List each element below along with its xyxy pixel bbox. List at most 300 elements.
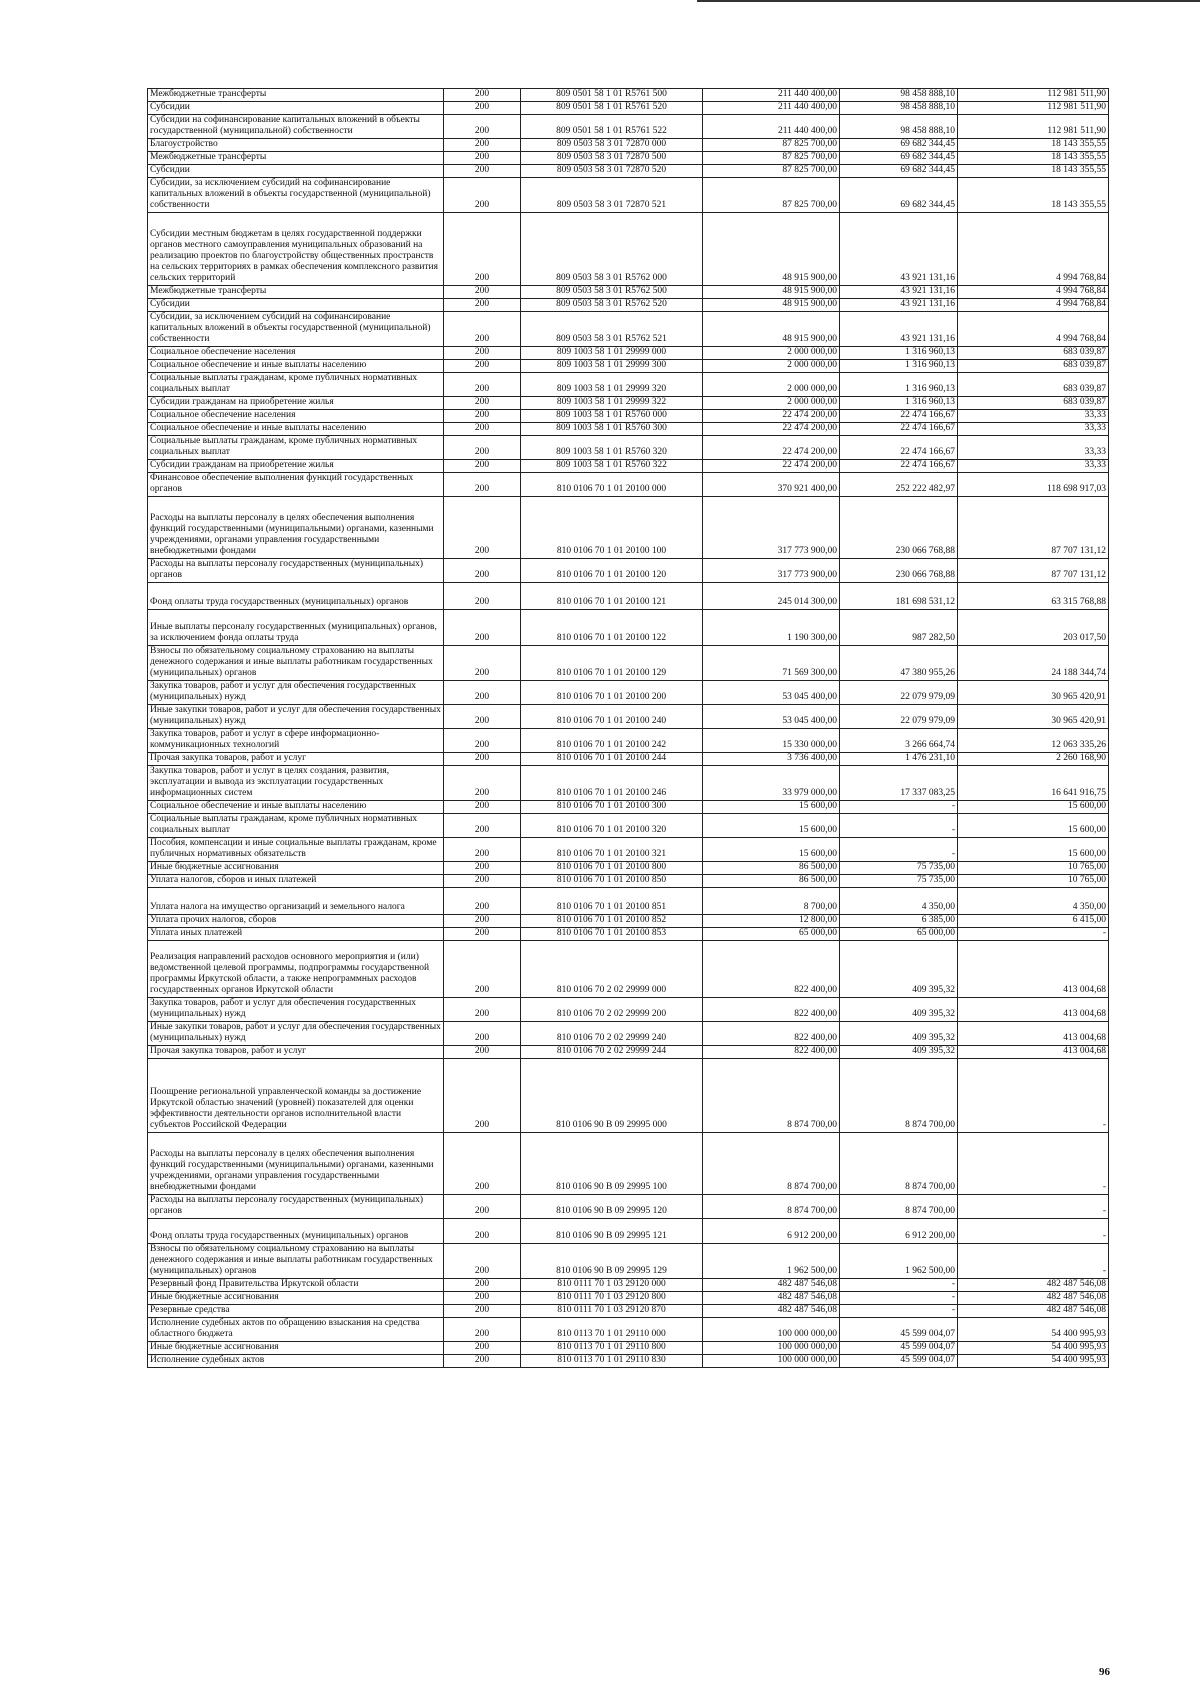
row-unexecuted: 482 487 546,08: [958, 1292, 1109, 1305]
row-executed: -: [840, 801, 958, 814]
row-executed: 181 698 531,12: [840, 583, 958, 610]
table-row: [148, 753, 1109, 766]
table-row: [148, 862, 1109, 875]
table-row: [148, 1342, 1109, 1355]
row-approved: 245 014 300,00: [703, 583, 840, 610]
row-kbk: 810 0113 70 1 01 29110 830: [521, 1355, 703, 1368]
table-row: [148, 875, 1109, 888]
row-executed: 98 458 888,10: [840, 115, 958, 139]
row-approved: 211 440 400,00: [703, 102, 840, 115]
row-approved: 370 921 400,00: [703, 473, 840, 497]
row-unexecuted: 54 400 995,93: [958, 1318, 1109, 1342]
table-row: [148, 1279, 1109, 1292]
row-kbk: 810 0106 70 1 01 20100 800: [521, 862, 703, 875]
row-kbk: 809 0503 58 3 01 72870 000: [521, 139, 703, 152]
table-row: [148, 139, 1109, 152]
row-kbk: 810 0106 70 1 01 20100 129: [521, 646, 703, 681]
table-row: [148, 941, 1109, 998]
row-executed: 45 599 004,07: [840, 1318, 958, 1342]
row-unexecuted: 12 063 335,26: [958, 729, 1109, 753]
row-executed: 98 458 888,10: [840, 102, 958, 115]
row-kbk: 810 0106 70 1 01 20100 100: [521, 497, 703, 559]
row-approved: 211 440 400,00: [703, 89, 840, 102]
row-unexecuted: 112 981 511,90: [958, 102, 1109, 115]
row-kbk: 810 0106 90 В 09 29995 120: [521, 1195, 703, 1219]
row-approved: 87 825 700,00: [703, 139, 840, 152]
page-number: 96: [1099, 1666, 1110, 1678]
row-code: 200: [444, 347, 521, 360]
row-name: Межбюджетные трансферты: [148, 152, 444, 165]
row-unexecuted: 33,33: [958, 410, 1109, 423]
row-unexecuted: 482 487 546,08: [958, 1279, 1109, 1292]
row-code: 200: [444, 646, 521, 681]
row-name: Субсидии гражданам на приобретение жилья: [148, 397, 444, 410]
row-approved: 822 400,00: [703, 1046, 840, 1059]
row-executed: 8 874 700,00: [840, 1195, 958, 1219]
row-executed: 8 874 700,00: [840, 1059, 958, 1133]
row-name: Иные бюджетные ассигнования: [148, 862, 444, 875]
row-executed: 409 395,32: [840, 1022, 958, 1046]
table-row: [148, 838, 1109, 862]
row-unexecuted: 112 981 511,90: [958, 115, 1109, 139]
row-name: Субсидии, за исключением субсидий на софинансирование капитальных вложений в объекты государственной (муниципальной) собственности: [148, 178, 444, 213]
row-approved: 317 773 900,00: [703, 559, 840, 583]
row-approved: 822 400,00: [703, 941, 840, 998]
row-unexecuted: 683 039,87: [958, 360, 1109, 373]
row-executed: -: [840, 838, 958, 862]
row-name: Уплата прочих налогов, сборов: [148, 915, 444, 928]
row-code: 200: [444, 1292, 521, 1305]
row-approved: 482 487 546,08: [703, 1292, 840, 1305]
row-approved: 8 874 700,00: [703, 1195, 840, 1219]
row-kbk: 810 0106 70 1 01 20100 321: [521, 838, 703, 862]
row-name: Субсидии, за исключением субсидий на софинансирование капитальных вложений в объекты государственной (муниципальной) собственности: [148, 312, 444, 347]
row-kbk: 810 0106 70 1 01 20100 122: [521, 610, 703, 646]
row-approved: 822 400,00: [703, 1022, 840, 1046]
row-code: 200: [444, 139, 521, 152]
row-unexecuted: 18 143 355,55: [958, 178, 1109, 213]
row-kbk: 809 1003 58 1 01 R5760 320: [521, 436, 703, 460]
row-unexecuted: 413 004,68: [958, 1046, 1109, 1059]
row-unexecuted: 87 707 131,12: [958, 559, 1109, 583]
row-kbk: 810 0106 70 1 01 20100 851: [521, 888, 703, 915]
table-row: [148, 89, 1109, 102]
row-name: Иные закупки товаров, работ и услуг для обеспечения государственных (муниципальных) нужд: [148, 705, 444, 729]
table-row: [148, 1046, 1109, 1059]
row-approved: 22 474 200,00: [703, 410, 840, 423]
row-name: Субсидии: [148, 102, 444, 115]
row-kbk: 809 0501 58 1 01 R5761 500: [521, 89, 703, 102]
table-row: [148, 1318, 1109, 1342]
row-name: Поощрение региональной управленческой команды за достижение Иркутской областью значений (уровней) показателей для оценки эффективности деятельности органов исполнительной власти субъектов Российской Федерации: [148, 1059, 444, 1133]
row-code: 200: [444, 753, 521, 766]
row-kbk: 810 0113 70 1 01 29110 000: [521, 1318, 703, 1342]
row-executed: 65 000,00: [840, 928, 958, 941]
row-code: 200: [444, 436, 521, 460]
row-code: 200: [444, 178, 521, 213]
row-executed: -: [840, 1305, 958, 1318]
row-name: Иные выплаты персоналу государственных (муниципальных) органов, за исключением фонда оплаты труда: [148, 610, 444, 646]
row-code: 200: [444, 888, 521, 915]
row-approved: 22 474 200,00: [703, 460, 840, 473]
table-row: [148, 473, 1109, 497]
table-row: [148, 213, 1109, 286]
row-code: 200: [444, 1195, 521, 1219]
row-executed: 98 458 888,10: [840, 89, 958, 102]
row-approved: 15 600,00: [703, 801, 840, 814]
row-unexecuted: 482 487 546,08: [958, 1305, 1109, 1318]
row-name: Субсидии местным бюджетам в целях государственной поддержки органов местного самоуправления муниципальных образований на реализацию проектов по благоустройству общественных пространств на сельских территориях в рамках обеспечения комплексного развития сельских территорий: [148, 213, 444, 286]
row-name: Межбюджетные трансферты: [148, 286, 444, 299]
row-name: Резервный фонд Правительства Иркутской области: [148, 1279, 444, 1292]
row-name: Социальные выплаты гражданам, кроме публичных нормативных социальных выплат: [148, 814, 444, 838]
row-executed: 69 682 344,45: [840, 152, 958, 165]
table-row: [148, 646, 1109, 681]
row-kbk: 809 0503 58 3 01 R5762 500: [521, 286, 703, 299]
row-unexecuted: 413 004,68: [958, 1022, 1109, 1046]
row-approved: 22 474 200,00: [703, 423, 840, 436]
row-executed: 22 474 166,67: [840, 436, 958, 460]
row-executed: 47 380 955,26: [840, 646, 958, 681]
table-body: [148, 89, 1109, 1368]
table-row: [148, 299, 1109, 312]
row-executed: 409 395,32: [840, 1046, 958, 1059]
row-unexecuted: 2 260 168,90: [958, 753, 1109, 766]
row-name: Закупка товаров, работ и услуг в сфере информационно-коммуникационных технологий: [148, 729, 444, 753]
row-kbk: 810 0106 70 2 02 29999 000: [521, 941, 703, 998]
row-kbk: 809 1003 58 1 01 R5760 000: [521, 410, 703, 423]
row-executed: 69 682 344,45: [840, 165, 958, 178]
row-executed: 230 066 768,88: [840, 559, 958, 583]
row-unexecuted: 10 765,00: [958, 862, 1109, 875]
table-row: [148, 610, 1109, 646]
table-row: [148, 766, 1109, 801]
row-executed: 1 962 500,00: [840, 1244, 958, 1279]
row-code: 200: [444, 998, 521, 1022]
row-kbk: 810 0106 70 1 01 20100 000: [521, 473, 703, 497]
row-code: 200: [444, 397, 521, 410]
row-executed: 22 474 166,67: [840, 460, 958, 473]
row-approved: 1 190 300,00: [703, 610, 840, 646]
row-name: Фонд оплаты труда государственных (муниципальных) органов: [148, 1219, 444, 1244]
table-row: [148, 436, 1109, 460]
table-row: [148, 115, 1109, 139]
row-approved: 12 800,00: [703, 915, 840, 928]
row-unexecuted: 15 600,00: [958, 838, 1109, 862]
row-kbk: 810 0111 70 1 03 29120 800: [521, 1292, 703, 1305]
row-kbk: 810 0106 70 1 01 20100 121: [521, 583, 703, 610]
row-kbk: 809 1003 58 1 01 29999 000: [521, 347, 703, 360]
row-kbk: 810 0106 90 В 09 29995 129: [521, 1244, 703, 1279]
row-kbk: 810 0106 70 1 01 20100 850: [521, 875, 703, 888]
row-kbk: 810 0113 70 1 01 29110 800: [521, 1342, 703, 1355]
row-unexecuted: 10 765,00: [958, 875, 1109, 888]
row-unexecuted: 18 143 355,55: [958, 165, 1109, 178]
row-approved: 15 330 000,00: [703, 729, 840, 753]
row-code: 200: [444, 1355, 521, 1368]
row-executed: 22 474 166,67: [840, 410, 958, 423]
row-executed: 75 735,00: [840, 862, 958, 875]
row-name: Социальное обеспечение и иные выплаты населению: [148, 801, 444, 814]
table-row: [148, 460, 1109, 473]
row-name: Исполнение судебных актов: [148, 1355, 444, 1368]
table-row: [148, 102, 1109, 115]
table-row: [148, 373, 1109, 397]
table-row: [148, 1022, 1109, 1046]
row-kbk: 810 0106 70 1 01 20100 244: [521, 753, 703, 766]
row-name: Реализация направлений расходов основного мероприятия и (или) ведомственной целевой программы, подпрограммы государственной программы Иркутской области, а также непрограммных расходов государственных органов Иркутской области: [148, 941, 444, 998]
table-row: [148, 178, 1109, 213]
row-code: 200: [444, 1244, 521, 1279]
row-name: Закупка товаров, работ и услуг для обеспечения государственных (муниципальных) нужд: [148, 998, 444, 1022]
row-kbk: 810 0106 70 2 02 29999 240: [521, 1022, 703, 1046]
row-unexecuted: 4 994 768,84: [958, 299, 1109, 312]
row-kbk: 809 0503 58 3 01 72870 500: [521, 152, 703, 165]
top-rule: [697, 0, 1200, 2]
row-kbk: 809 0503 58 3 01 R5762 520: [521, 299, 703, 312]
row-kbk: 809 0501 58 1 01 R5761 522: [521, 115, 703, 139]
row-unexecuted: 63 315 768,88: [958, 583, 1109, 610]
row-kbk: 810 0106 70 2 02 29999 200: [521, 998, 703, 1022]
row-approved: 33 979 000,00: [703, 766, 840, 801]
row-code: 200: [444, 681, 521, 705]
row-kbk: 809 0503 58 3 01 72870 520: [521, 165, 703, 178]
row-unexecuted: 413 004,68: [958, 941, 1109, 998]
row-approved: 100 000 000,00: [703, 1318, 840, 1342]
table-row: [148, 814, 1109, 838]
row-executed: 69 682 344,45: [840, 178, 958, 213]
row-name: Благоустройство: [148, 139, 444, 152]
row-name: Субсидии гражданам на приобретение жилья: [148, 460, 444, 473]
row-approved: 2 000 000,00: [703, 347, 840, 360]
row-executed: 409 395,32: [840, 941, 958, 998]
row-code: 200: [444, 915, 521, 928]
row-approved: 8 874 700,00: [703, 1133, 840, 1195]
row-code: 200: [444, 1342, 521, 1355]
row-code: 200: [444, 559, 521, 583]
row-executed: 1 316 960,13: [840, 397, 958, 410]
row-approved: 822 400,00: [703, 998, 840, 1022]
row-unexecuted: -: [958, 1059, 1109, 1133]
row-executed: 43 921 131,16: [840, 286, 958, 299]
row-approved: 87 825 700,00: [703, 165, 840, 178]
row-name: Закупка товаров, работ и услуг в целях создания, развития, эксплуатации и вывода из эксплуатации государственных информационных систем: [148, 766, 444, 801]
row-executed: 1 476 231,10: [840, 753, 958, 766]
table-row: [148, 1355, 1109, 1368]
row-kbk: 810 0106 70 1 01 20100 320: [521, 814, 703, 838]
row-unexecuted: 683 039,87: [958, 347, 1109, 360]
row-kbk: 810 0106 90 В 09 29995 100: [521, 1133, 703, 1195]
row-kbk: 809 1003 58 1 01 29999 322: [521, 397, 703, 410]
row-kbk: 809 1003 58 1 01 R5760 322: [521, 460, 703, 473]
row-code: 200: [444, 360, 521, 373]
row-executed: 22 474 166,67: [840, 423, 958, 436]
row-kbk: 810 0111 70 1 03 29120 870: [521, 1305, 703, 1318]
row-code: 200: [444, 410, 521, 423]
table-row: [148, 583, 1109, 610]
row-name: Уплата иных платежей: [148, 928, 444, 941]
row-approved: 482 487 546,08: [703, 1279, 840, 1292]
row-name: Социальное обеспечение населения: [148, 347, 444, 360]
row-executed: 987 282,50: [840, 610, 958, 646]
table-row: [148, 998, 1109, 1022]
row-executed: 43 921 131,16: [840, 312, 958, 347]
table-row: [148, 915, 1109, 928]
row-code: 200: [444, 423, 521, 436]
row-code: 200: [444, 460, 521, 473]
table-row: [148, 312, 1109, 347]
row-approved: 15 600,00: [703, 838, 840, 862]
row-unexecuted: -: [958, 1195, 1109, 1219]
row-approved: 317 773 900,00: [703, 497, 840, 559]
row-approved: 8 874 700,00: [703, 1059, 840, 1133]
table-row: [148, 705, 1109, 729]
row-code: 200: [444, 1046, 521, 1059]
row-executed: 409 395,32: [840, 998, 958, 1022]
row-executed: 43 921 131,16: [840, 213, 958, 286]
row-unexecuted: 203 017,50: [958, 610, 1109, 646]
row-kbk: 810 0106 70 2 02 29999 244: [521, 1046, 703, 1059]
row-approved: 211 440 400,00: [703, 115, 840, 139]
row-unexecuted: 4 994 768,84: [958, 286, 1109, 299]
row-name: Субсидии: [148, 299, 444, 312]
table-row: [148, 888, 1109, 915]
row-code: 200: [444, 497, 521, 559]
row-approved: 100 000 000,00: [703, 1355, 840, 1368]
row-name: Социальное обеспечение и иные выплаты населению: [148, 360, 444, 373]
row-name: Прочая закупка товаров, работ и услуг: [148, 1046, 444, 1059]
row-unexecuted: 4 350,00: [958, 888, 1109, 915]
row-approved: 48 915 900,00: [703, 286, 840, 299]
table-row: [148, 165, 1109, 178]
table-row: [148, 286, 1109, 299]
row-kbk: 810 0106 70 1 01 20100 246: [521, 766, 703, 801]
table-row: [148, 559, 1109, 583]
row-approved: 87 825 700,00: [703, 152, 840, 165]
row-name: Взносы по обязательному социальному страхованию на выплаты денежного содержания и иные выплаты работникам государственных (муниципальных) органов: [148, 1244, 444, 1279]
row-code: 200: [444, 1059, 521, 1133]
row-code: 200: [444, 766, 521, 801]
row-name: Закупка товаров, работ и услуг для обеспечения государственных (муниципальных) нужд: [148, 681, 444, 705]
row-unexecuted: 15 600,00: [958, 801, 1109, 814]
row-executed: 45 599 004,07: [840, 1342, 958, 1355]
row-name: Уплата налогов, сборов и иных платежей: [148, 875, 444, 888]
row-unexecuted: -: [958, 1244, 1109, 1279]
row-name: Пособия, компенсации и иные социальные выплаты гражданам, кроме публичных нормативных обязательств: [148, 838, 444, 862]
row-unexecuted: 4 994 768,84: [958, 213, 1109, 286]
row-code: 200: [444, 1022, 521, 1046]
row-executed: 3 266 664,74: [840, 729, 958, 753]
row-name: Взносы по обязательному социальному страхованию на выплаты денежного содержания и иные выплаты работникам государственных (муниципальных) органов: [148, 646, 444, 681]
row-approved: 8 700,00: [703, 888, 840, 915]
row-kbk: 810 0106 70 1 01 20100 853: [521, 928, 703, 941]
table-row: [148, 423, 1109, 436]
row-code: 200: [444, 814, 521, 838]
row-executed: 8 874 700,00: [840, 1133, 958, 1195]
row-name: Иные закупки товаров, работ и услуг для обеспечения государственных (муниципальных) нужд: [148, 1022, 444, 1046]
row-unexecuted: 683 039,87: [958, 373, 1109, 397]
row-unexecuted: 33,33: [958, 423, 1109, 436]
row-code: 200: [444, 928, 521, 941]
row-executed: 1 316 960,13: [840, 373, 958, 397]
row-unexecuted: 6 415,00: [958, 915, 1109, 928]
row-approved: 100 000 000,00: [703, 1342, 840, 1355]
row-kbk: 809 0503 58 3 01 R5762 521: [521, 312, 703, 347]
row-unexecuted: 413 004,68: [958, 998, 1109, 1022]
row-name: Субсидии: [148, 165, 444, 178]
row-kbk: 809 0503 58 3 01 72870 521: [521, 178, 703, 213]
row-name: Социальное обеспечение населения: [148, 410, 444, 423]
row-code: 200: [444, 152, 521, 165]
row-executed: 17 337 083,25: [840, 766, 958, 801]
row-approved: 15 600,00: [703, 814, 840, 838]
row-approved: 2 000 000,00: [703, 360, 840, 373]
table-row: [148, 1244, 1109, 1279]
row-kbk: 810 0106 70 1 01 20100 242: [521, 729, 703, 753]
row-unexecuted: 33,33: [958, 436, 1109, 460]
row-unexecuted: 54 400 995,93: [958, 1355, 1109, 1368]
row-executed: -: [840, 1279, 958, 1292]
row-code: 200: [444, 1305, 521, 1318]
row-kbk: 809 1003 58 1 01 29999 300: [521, 360, 703, 373]
row-name: Социальные выплаты гражданам, кроме публичных нормативных социальных выплат: [148, 373, 444, 397]
row-name: Прочая закупка товаров, работ и услуг: [148, 753, 444, 766]
row-code: 200: [444, 1219, 521, 1244]
row-unexecuted: 15 600,00: [958, 814, 1109, 838]
table-row: [148, 497, 1109, 559]
row-approved: 86 500,00: [703, 862, 840, 875]
row-executed: 6 385,00: [840, 915, 958, 928]
row-code: 200: [444, 1318, 521, 1342]
row-code: 200: [444, 373, 521, 397]
row-executed: 1 316 960,13: [840, 360, 958, 373]
row-unexecuted: 4 994 768,84: [958, 312, 1109, 347]
row-executed: 230 066 768,88: [840, 497, 958, 559]
row-code: 200: [444, 286, 521, 299]
row-executed: 75 735,00: [840, 875, 958, 888]
row-executed: 252 222 482,97: [840, 473, 958, 497]
row-executed: 4 350,00: [840, 888, 958, 915]
row-approved: 53 045 400,00: [703, 681, 840, 705]
row-code: 200: [444, 729, 521, 753]
row-name: Социальное обеспечение и иные выплаты населению: [148, 423, 444, 436]
row-approved: 87 825 700,00: [703, 178, 840, 213]
row-code: 200: [444, 705, 521, 729]
row-code: 200: [444, 165, 521, 178]
row-executed: 22 079 979,09: [840, 705, 958, 729]
row-unexecuted: -: [958, 1133, 1109, 1195]
row-unexecuted: 18 143 355,55: [958, 139, 1109, 152]
row-name: Фонд оплаты труда государственных (муниципальных) органов: [148, 583, 444, 610]
row-unexecuted: 16 641 916,75: [958, 766, 1109, 801]
row-approved: 3 736 400,00: [703, 753, 840, 766]
row-approved: 2 000 000,00: [703, 397, 840, 410]
row-name: Уплата налога на имущество организаций и земельного налога: [148, 888, 444, 915]
row-unexecuted: -: [958, 928, 1109, 941]
row-approved: 22 474 200,00: [703, 436, 840, 460]
row-executed: 45 599 004,07: [840, 1355, 958, 1368]
row-unexecuted: 33,33: [958, 460, 1109, 473]
row-name: Межбюджетные трансферты: [148, 89, 444, 102]
table-row: [148, 801, 1109, 814]
row-kbk: 810 0106 90 В 09 29995 121: [521, 1219, 703, 1244]
row-name: Расходы на выплаты персоналу государственных (муниципальных) органов: [148, 559, 444, 583]
row-code: 200: [444, 473, 521, 497]
row-executed: -: [840, 814, 958, 838]
row-name: Иные бюджетные ассигнования: [148, 1342, 444, 1355]
row-unexecuted: 24 188 344,74: [958, 646, 1109, 681]
row-executed: 69 682 344,45: [840, 139, 958, 152]
